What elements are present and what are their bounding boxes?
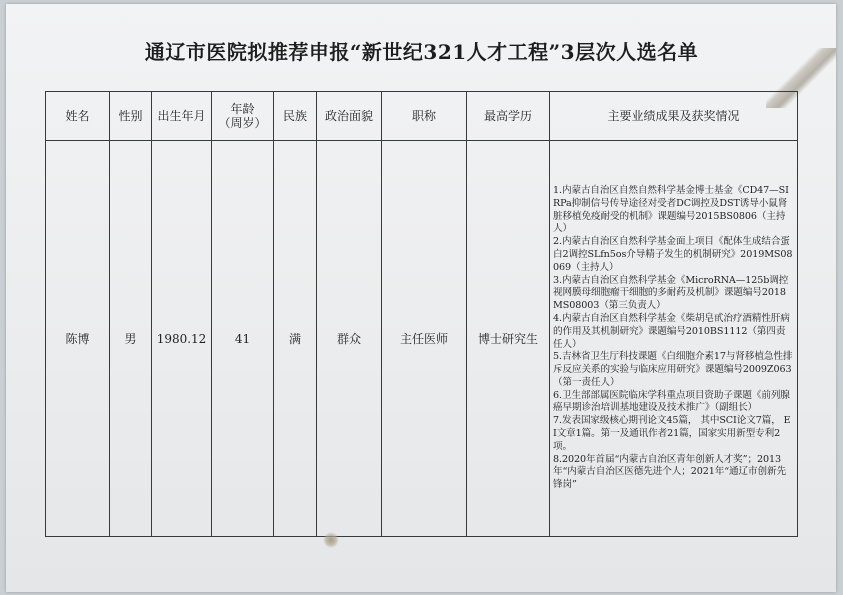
header-achievements: 主要业绩成果及获奖情况 xyxy=(550,92,798,141)
header-ethnicity: 民族 xyxy=(274,92,317,141)
table-header-row xyxy=(46,92,798,141)
header-political: 政治面貌 xyxy=(317,92,382,141)
achievement-item: 4.内蒙古自治区自然科学基金《柴胡皂甙治疗酒精性肝病的作用及其机制研究》课题编号2010BS1112（第四责任人） xyxy=(553,312,790,350)
cell-gender: 男 xyxy=(110,141,152,537)
achievement-item: 7.发表国家级核心期刊论文45篇， 其中SCI论文7篇， EI文章1篇。第一及通讯作者21篇，国家实用新型专利2项。 xyxy=(553,415,791,452)
cell-education: 博士研究生 xyxy=(467,141,550,537)
cell-political: 群众 xyxy=(317,141,382,537)
achievement-item: 6.卫生部部属医院临床学科重点项目资助子课题《前列腺癌早期诊治培训基地建设及技术推广》（副组长） xyxy=(553,389,790,414)
achievement-item: 1.内蒙古自治区自然自然科学基金博士基金《CD47—SIRPa抑制信号传导途径对受者DC调控及DST诱导小鼠肾脏移植免疫耐受的机制》课题编号2015BS0806（主持人） xyxy=(553,184,789,235)
header-age-line1: 年龄 xyxy=(230,102,255,116)
cell-birth: 1980.12 xyxy=(152,141,212,537)
document-title: 通辽市医院拟推荐申报“新世纪321人才工程”3层次人选名单 xyxy=(144,40,699,64)
cell-age: 41 xyxy=(212,141,274,537)
header-age-line2: （周岁） xyxy=(218,116,267,130)
achievement-item: 3.内蒙古自治区自然科学基金《MicroRNA—125b调控视网膜母细胞瘤干细胞的多耐药及机制》课题编号2018MS08003（第三负责人） xyxy=(553,274,789,312)
cell-ethnicity: 满 xyxy=(274,141,317,537)
header-name: 姓名 xyxy=(46,92,110,141)
header-birth: 出生年月 xyxy=(152,92,212,141)
cell-title: 主任医师 xyxy=(382,141,467,537)
candidate-table xyxy=(45,91,798,537)
achievement-item: 2.内蒙古自治区自然科学基金面上项目《配体生成结合蛋白2调控SLfn5os介导精子发生的机制研究》2019MS08069（主持人） xyxy=(553,236,793,273)
cell-name: 陈博 xyxy=(46,141,110,537)
cell-achievements xyxy=(550,141,798,537)
achievement-item: 8.2020年首届“内蒙古自治区青年创新人才奖”；2013年“内蒙古自治区医德先进个人；2021年“通辽市创新先锋岗” xyxy=(553,453,786,491)
paper-smudge xyxy=(323,532,339,548)
header-gender: 性别 xyxy=(110,92,152,141)
header-title: 职称 xyxy=(382,92,467,141)
achievement-item: 5.吉林省卫生厅科技课题《白细胞介素17与肾移植急性排斥反应关系的实验与临床应用研究》课题编号2009Z063（第一责任人） xyxy=(553,351,793,388)
header-age xyxy=(212,92,274,141)
table-row xyxy=(46,141,798,537)
header-education: 最高学历 xyxy=(467,92,550,141)
